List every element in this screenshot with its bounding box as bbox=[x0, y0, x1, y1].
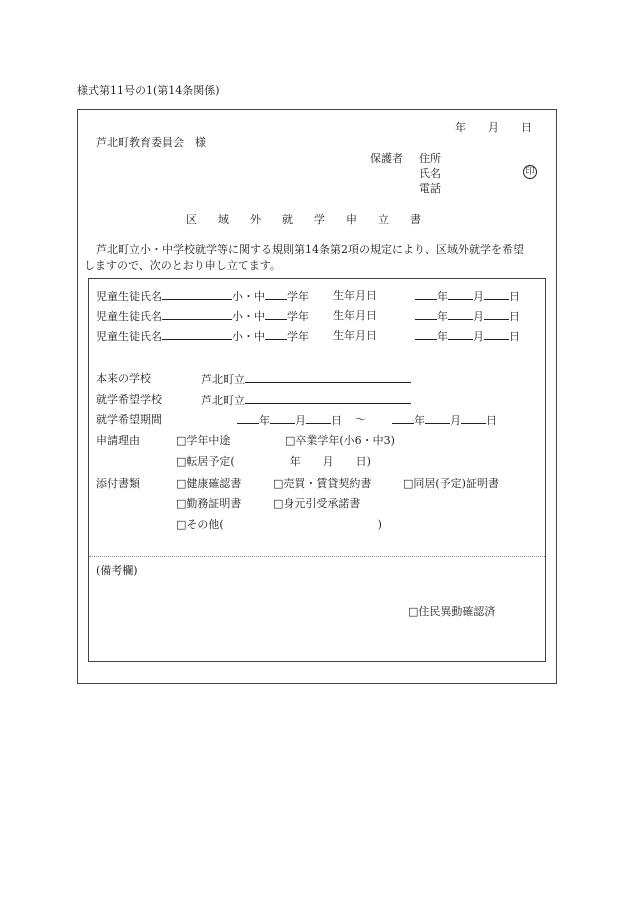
student-name-label: 児童生徒氏名 bbox=[96, 290, 162, 303]
attachment-cohabitation-checkbox[interactable]: □同居(予定)証明書 bbox=[403, 477, 499, 490]
birthdate-fields: 年 月 日 bbox=[415, 289, 520, 304]
reason-graduating-year-checkbox[interactable]: □卒業学年(小6・中3) bbox=[285, 434, 395, 447]
guardian-label: 保護者 bbox=[370, 152, 403, 165]
birthdate-label: 生年月日 bbox=[333, 329, 377, 342]
remarks-label: (備考欄) bbox=[96, 564, 138, 577]
period-start: 年 月 日 bbox=[237, 413, 342, 428]
residency-confirmed-checkbox[interactable]: □住民異動確認済 bbox=[408, 605, 496, 618]
student-name-label: 児童生徒氏名 bbox=[96, 330, 162, 343]
guardian-name-label: 氏名 bbox=[419, 167, 441, 180]
body-text-line-1: 芦北町立小・中学校就学等に関する規則第14条第2項の規定により、区域外就学を希望 bbox=[96, 243, 524, 256]
birthdate-label: 生年月日 bbox=[333, 309, 377, 322]
desired-school-label: 就学希望学校 bbox=[96, 393, 162, 406]
attachment-employment-checkbox[interactable]: □勤務証明書 bbox=[176, 497, 242, 510]
grade-field[interactable] bbox=[265, 309, 287, 320]
attachments-label: 添付書類 bbox=[96, 477, 140, 490]
form-number: 様式第11号の1(第14条関係) bbox=[77, 84, 220, 97]
seal-mark: 印 bbox=[523, 165, 537, 179]
reason-relocation-checkbox[interactable]: □転居予定( 年 月 日) bbox=[176, 455, 371, 468]
body-text-line-2: しますので、次のとおり申し立てます。 bbox=[84, 259, 281, 272]
attachment-other-checkbox[interactable]: □その他( ) bbox=[176, 518, 382, 531]
student-name-label: 児童生徒氏名 bbox=[96, 310, 162, 323]
period-label: 就学希望期間 bbox=[96, 413, 162, 426]
desired-school-field: 芦北町立 bbox=[201, 393, 411, 408]
period-end: 年 月 日 bbox=[392, 413, 497, 428]
guardian-address-label: 住所 bbox=[419, 152, 441, 165]
attachment-guarantor-checkbox[interactable]: □身元引受承諾書 bbox=[273, 497, 361, 510]
student-row: 児童生徒氏名 小・中 学年 bbox=[96, 310, 309, 323]
student-name-field[interactable] bbox=[162, 289, 232, 300]
original-school-field: 芦北町立 bbox=[201, 372, 411, 387]
reason-mid-year-checkbox[interactable]: □学年中途 bbox=[176, 434, 231, 447]
date-line: 年 月 日 bbox=[455, 121, 532, 134]
reason-label: 申請理由 bbox=[96, 434, 140, 447]
addressee: 芦北町教育委員会 様 bbox=[96, 136, 206, 149]
period-tilde: 〜 bbox=[355, 413, 366, 426]
student-row: 児童生徒氏名 小・中 学年 bbox=[96, 290, 309, 303]
grade-field[interactable] bbox=[265, 329, 287, 340]
birthdate-fields: 年 月 日 bbox=[415, 309, 520, 324]
student-row: 児童生徒氏名 小・中 学年 bbox=[96, 330, 309, 343]
student-name-field[interactable] bbox=[162, 329, 232, 340]
attachment-health-checkbox[interactable]: □健康確認書 bbox=[176, 477, 242, 490]
grade-field[interactable] bbox=[265, 289, 287, 300]
form-title: 区域外就学申立書 bbox=[186, 213, 442, 226]
birthdate-label: 生年月日 bbox=[333, 289, 377, 302]
attachment-contract-checkbox[interactable]: □売買・賃貸契約書 bbox=[273, 477, 372, 490]
original-school-label: 本来の学校 bbox=[96, 372, 151, 385]
student-name-field[interactable] bbox=[162, 309, 232, 320]
remarks-divider bbox=[89, 556, 545, 557]
guardian-phone-label: 電話 bbox=[419, 182, 441, 195]
birthdate-fields: 年 月 日 bbox=[415, 329, 520, 344]
